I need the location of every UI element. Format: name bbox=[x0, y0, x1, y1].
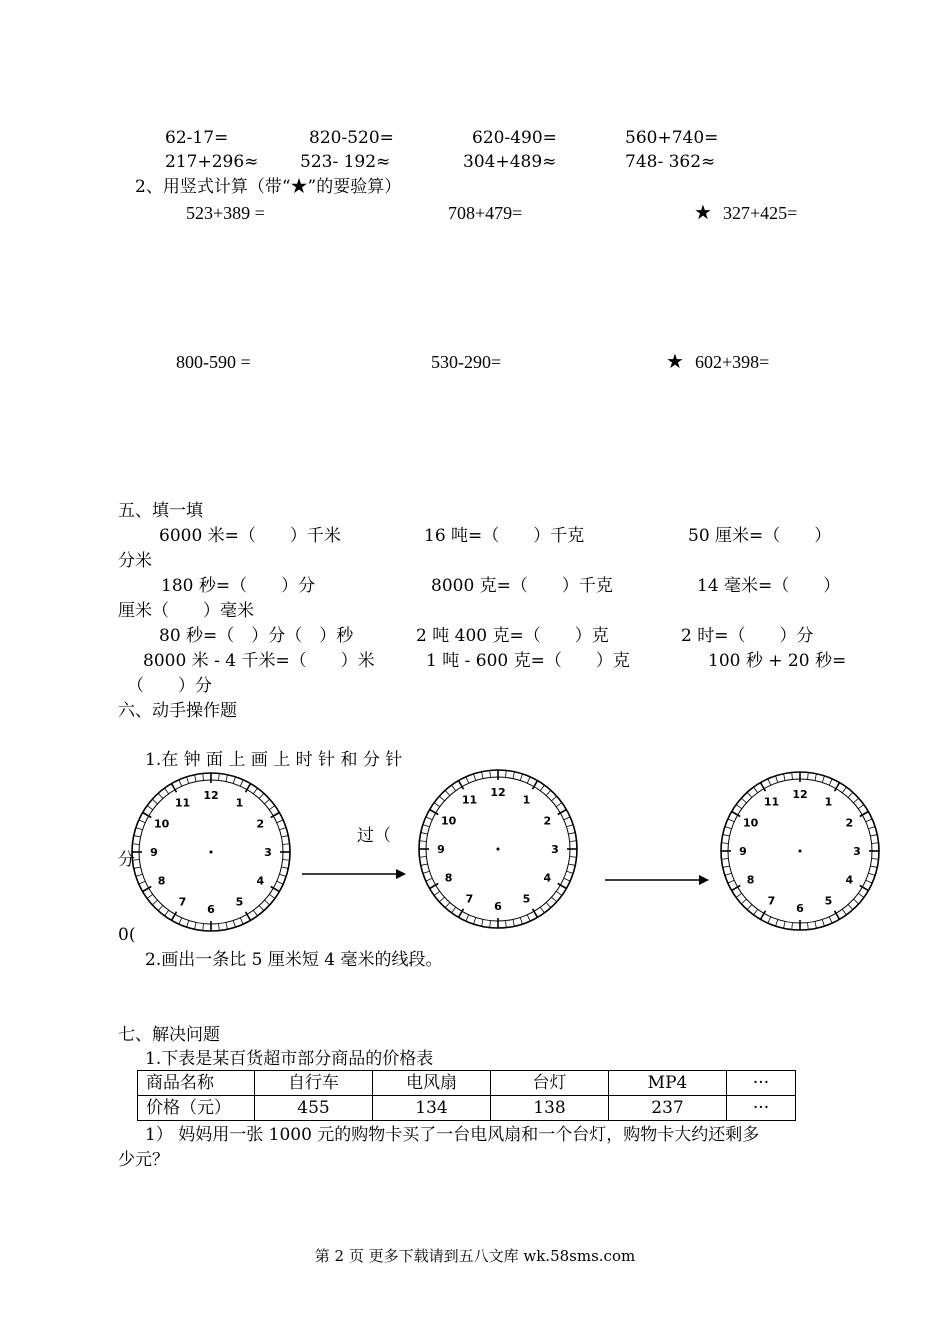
clock-tick bbox=[776, 919, 778, 926]
clock-number: 4 bbox=[845, 873, 854, 887]
clock-tick bbox=[165, 910, 169, 916]
clock-face-2[interactable] bbox=[419, 770, 577, 928]
clock-tick bbox=[281, 867, 288, 868]
clock-tick bbox=[279, 828, 286, 830]
clock-tick bbox=[747, 905, 752, 910]
star-icon: ★ bbox=[666, 349, 684, 373]
clock-tick bbox=[490, 770, 491, 777]
clock-tick bbox=[870, 866, 877, 867]
clock-tick bbox=[439, 897, 444, 902]
clock-number: 11 bbox=[174, 796, 191, 810]
clock-tick bbox=[808, 772, 809, 779]
clock-tick bbox=[568, 864, 575, 865]
clock-tick bbox=[741, 899, 746, 904]
clock-tick bbox=[870, 835, 877, 836]
fill-item: 80 秒=（ ）分（ ）秒 bbox=[159, 626, 354, 646]
clock-tick bbox=[848, 792, 853, 797]
clock-number: 10 bbox=[440, 814, 457, 828]
clock-tick bbox=[474, 774, 476, 781]
calc-problem: 800-590 = bbox=[176, 352, 251, 372]
clock-tick bbox=[784, 774, 785, 781]
calc-item: 304+489≈ bbox=[463, 152, 557, 172]
clock-tick bbox=[566, 871, 573, 873]
clock-tick bbox=[490, 921, 491, 928]
clock-tick bbox=[240, 918, 243, 924]
clock-number: 5 bbox=[522, 892, 531, 906]
clock-tick bbox=[445, 903, 450, 908]
clock-number: 7 bbox=[465, 892, 474, 906]
clock-tick bbox=[866, 819, 872, 822]
clock-number: 7 bbox=[178, 895, 187, 909]
clock-tick bbox=[474, 917, 476, 924]
clock-tick bbox=[179, 780, 182, 786]
clock-tick bbox=[564, 878, 570, 881]
clock-tick bbox=[546, 790, 551, 795]
clock-tick bbox=[721, 843, 728, 844]
clock-tick bbox=[139, 881, 145, 884]
section-heading: 2、用竖式计算（带“★”的要验算） bbox=[135, 177, 402, 197]
question-text: 1.下表是某百货超市部分商品的价格表 bbox=[145, 1049, 434, 1069]
clock-number: 11 bbox=[763, 795, 780, 809]
clock-tick bbox=[219, 773, 220, 780]
fill-item: 分米 bbox=[118, 551, 152, 571]
clock-tick bbox=[158, 906, 163, 911]
clock-tick bbox=[179, 918, 182, 924]
clock-tick bbox=[808, 923, 809, 930]
clock-tick bbox=[421, 864, 428, 865]
table-cell: 455 bbox=[255, 1096, 373, 1121]
calc-item: 523- 192≈ bbox=[300, 152, 391, 172]
clock-tick bbox=[203, 773, 204, 780]
clock-tick bbox=[195, 922, 196, 929]
clock-number: 4 bbox=[543, 871, 552, 885]
table-cell: 商品名称 bbox=[138, 1071, 255, 1096]
clock-tick bbox=[776, 776, 778, 783]
clock-tick bbox=[556, 803, 562, 807]
clock-tick bbox=[259, 793, 264, 798]
clock-number: 8 bbox=[746, 873, 755, 887]
clock-tick bbox=[187, 920, 189, 927]
fill-item: 厘米（ ）毫米 bbox=[118, 601, 254, 621]
clock-center-dot bbox=[497, 848, 500, 851]
clock-tick bbox=[482, 919, 483, 926]
table-cell: 价格（元） bbox=[138, 1096, 255, 1121]
fill-item: 2 时=（ ）分 bbox=[681, 626, 814, 646]
clock-number: 9 bbox=[739, 845, 747, 858]
clock-tick bbox=[736, 893, 742, 897]
calc-problem: 708+479= bbox=[448, 203, 523, 223]
clock-tick bbox=[434, 803, 440, 807]
fill-item: 14 毫米=（ ） bbox=[697, 576, 841, 596]
clock-tick bbox=[723, 866, 730, 867]
clock-tick bbox=[854, 899, 859, 904]
price-table bbox=[137, 1070, 796, 1121]
clock-tick bbox=[253, 910, 257, 916]
clock-number: 7 bbox=[767, 894, 776, 908]
clock-tick bbox=[829, 779, 832, 785]
clock-tick bbox=[265, 900, 270, 905]
clock-tick bbox=[754, 909, 758, 915]
fill-item: 16 吨=（ ）千克 bbox=[424, 526, 585, 546]
clock-number: 4 bbox=[256, 874, 265, 888]
clock-tick bbox=[226, 775, 227, 782]
clock-number: 1 bbox=[522, 793, 531, 807]
clock-number: 10 bbox=[153, 817, 170, 831]
clock-tick bbox=[868, 827, 875, 829]
clock-number: 9 bbox=[150, 846, 158, 859]
clock-number: 2 bbox=[543, 814, 552, 828]
clock-number: 3 bbox=[551, 843, 559, 856]
clock-tick bbox=[570, 841, 577, 842]
clock-number: 5 bbox=[235, 895, 244, 909]
clock-tick bbox=[265, 799, 270, 804]
arrow-icon bbox=[605, 872, 710, 888]
clock-tick bbox=[240, 780, 243, 786]
clock-tick bbox=[741, 798, 746, 803]
table-cell: ··· bbox=[727, 1071, 796, 1096]
clock-tick bbox=[858, 805, 864, 809]
section-title: 七、解决问题 bbox=[118, 1025, 220, 1045]
clock-number: 1 bbox=[824, 795, 833, 809]
clock-tick bbox=[815, 774, 816, 781]
clock-tick bbox=[283, 844, 290, 845]
clock-tick bbox=[421, 833, 428, 834]
clock-tick bbox=[723, 835, 730, 836]
clipped-text: 0( bbox=[118, 925, 136, 945]
clock-number: 2 bbox=[845, 816, 854, 830]
clock-tick bbox=[540, 785, 544, 791]
clock-tick bbox=[203, 924, 204, 931]
clock-tick bbox=[842, 787, 846, 793]
calc-item: 620-490= bbox=[472, 128, 557, 148]
clock-tick bbox=[423, 871, 430, 873]
clock-tick bbox=[452, 907, 456, 913]
clock-tick bbox=[747, 792, 752, 797]
clock-tick bbox=[792, 923, 793, 930]
clock-tick bbox=[132, 860, 139, 861]
table-cell: 134 bbox=[373, 1096, 491, 1121]
calc-problem: 602+398= bbox=[695, 352, 770, 372]
question-text: 过（ bbox=[357, 826, 391, 846]
clock-tick bbox=[165, 788, 169, 794]
clock-tick bbox=[419, 857, 426, 858]
clock-tick bbox=[466, 915, 469, 921]
clock-tick bbox=[815, 921, 816, 928]
clock-tick bbox=[527, 777, 530, 783]
clock-tick bbox=[866, 880, 872, 883]
star-icon: ★ bbox=[694, 200, 712, 224]
calc-item: 748- 362≈ bbox=[625, 152, 716, 172]
clock-tick bbox=[219, 924, 220, 931]
page-footer: 第 2 页 更多下载请到五八文库 wk.58sms.com bbox=[314, 1247, 636, 1265]
calc-problem: 327+425= bbox=[723, 203, 798, 223]
question-text: 1） 妈妈用一张 1000 元的购物卡买了一台电风扇和一个台灯，购物卡大约还剩多 bbox=[145, 1125, 760, 1145]
clock-tick bbox=[439, 796, 444, 801]
table-cell: 台灯 bbox=[491, 1071, 609, 1096]
clock-tick bbox=[152, 799, 157, 804]
clock-tick bbox=[822, 776, 824, 783]
clock-number: 1 bbox=[235, 796, 244, 810]
clock-tick bbox=[139, 820, 145, 823]
clock-number: 11 bbox=[461, 793, 478, 807]
clock-tick bbox=[152, 900, 157, 905]
clock-tick bbox=[253, 788, 257, 794]
clock-tick bbox=[854, 798, 859, 803]
clock-center-dot bbox=[210, 851, 213, 854]
question-text: 少元？ bbox=[118, 1150, 169, 1170]
clock-tick bbox=[445, 790, 450, 795]
clock-tick bbox=[269, 894, 275, 898]
clock-tick bbox=[466, 777, 469, 783]
table-cell: MP4 bbox=[609, 1071, 727, 1096]
clock-tick bbox=[269, 806, 275, 810]
fill-item: 50 厘米=（ ） bbox=[688, 526, 832, 546]
clock-tick bbox=[426, 817, 432, 820]
arrow-icon bbox=[302, 866, 407, 882]
clock-tick bbox=[754, 787, 758, 793]
fill-item: 1 吨 - 600 克=（ ）克 bbox=[426, 651, 630, 671]
table-row bbox=[138, 1096, 796, 1121]
clock-tick bbox=[426, 878, 432, 881]
clock-tick bbox=[136, 828, 143, 830]
clock-tick bbox=[147, 894, 153, 898]
clock-tick bbox=[527, 915, 530, 921]
question-text: 2.画出一条比 5 厘米短 4 毫米的线段。 bbox=[145, 950, 443, 970]
clock-tick bbox=[566, 825, 573, 827]
table-cell: 237 bbox=[609, 1096, 727, 1121]
clock-tick bbox=[872, 859, 879, 860]
clock-tick bbox=[822, 919, 824, 926]
calc-item: 217+296≈ bbox=[165, 152, 259, 172]
fill-item: 100 秒 + 20 秒= bbox=[708, 651, 847, 671]
clock-number: 6 bbox=[796, 902, 804, 915]
clock-number: 2 bbox=[256, 817, 265, 831]
clock-number: 10 bbox=[742, 816, 759, 830]
clock-tick bbox=[868, 873, 875, 875]
clock-face-1[interactable] bbox=[132, 773, 290, 931]
clock-number: 8 bbox=[444, 871, 453, 885]
clock-tick bbox=[158, 793, 163, 798]
clock-tick bbox=[520, 774, 522, 781]
clock-tick bbox=[134, 867, 141, 868]
table-cell: 电风扇 bbox=[373, 1071, 491, 1096]
table-cell: ··· bbox=[727, 1096, 796, 1121]
clock-tick bbox=[233, 920, 235, 927]
fill-item: 8000 米 - 4 千米=（ ）米 bbox=[143, 651, 375, 671]
clock-tick bbox=[513, 919, 514, 926]
clock-number: 12 bbox=[490, 786, 506, 799]
table-cell: 自行车 bbox=[255, 1071, 373, 1096]
clock-tick bbox=[279, 874, 286, 876]
clock-tick bbox=[134, 836, 141, 837]
clock-tick bbox=[226, 922, 227, 929]
clock-tick bbox=[768, 779, 771, 785]
clock-tick bbox=[552, 796, 557, 801]
clock-number: 12 bbox=[203, 789, 219, 802]
clock-tick bbox=[419, 841, 426, 842]
clock-number: 6 bbox=[207, 903, 215, 916]
clock-tick bbox=[546, 903, 551, 908]
clock-tick bbox=[736, 805, 742, 809]
clock-tick bbox=[872, 843, 879, 844]
calc-item: 560+740= bbox=[625, 128, 719, 148]
fill-item: 8000 克=（ ）千克 bbox=[431, 576, 613, 596]
clock-tick bbox=[564, 817, 570, 820]
clock-tick bbox=[570, 857, 577, 858]
fill-item: （ ）分 bbox=[127, 676, 212, 696]
clock-tick bbox=[233, 777, 235, 784]
clock-tick bbox=[540, 907, 544, 913]
question-text: 1.在 钟 面 上 画 上 时 针 和 分 针 bbox=[145, 750, 403, 770]
clock-number: 3 bbox=[853, 845, 861, 858]
section-title: 六、动手操作题 bbox=[118, 701, 237, 721]
clock-number: 5 bbox=[824, 894, 833, 908]
clock-tick bbox=[506, 770, 507, 777]
calc-problem: 530-290= bbox=[431, 352, 502, 372]
clock-tick bbox=[725, 873, 732, 875]
clock-tick bbox=[728, 880, 734, 883]
clock-tick bbox=[434, 891, 440, 895]
clock-tick bbox=[259, 906, 264, 911]
clock-face-3[interactable] bbox=[721, 772, 879, 930]
section-title: 五、填一填 bbox=[118, 501, 203, 521]
calc-item: 62-17= bbox=[165, 128, 229, 148]
clock-number: 9 bbox=[437, 843, 445, 856]
clock-tick bbox=[768, 917, 771, 923]
clock-tick bbox=[187, 777, 189, 784]
clock-tick bbox=[848, 905, 853, 910]
clock-tick bbox=[423, 825, 430, 827]
clock-tick bbox=[277, 881, 283, 884]
fill-item: 2 吨 400 克=（ ）克 bbox=[416, 626, 609, 646]
clock-tick bbox=[506, 921, 507, 928]
clock-tick bbox=[858, 893, 864, 897]
clock-tick bbox=[721, 859, 728, 860]
clock-center-dot bbox=[799, 850, 802, 853]
clock-tick bbox=[842, 909, 846, 915]
fill-item: 6000 米=（ ）千米 bbox=[159, 526, 341, 546]
fill-item: 180 秒=（ ）分 bbox=[161, 576, 316, 596]
table-row bbox=[138, 1071, 796, 1096]
clock-number: 3 bbox=[264, 846, 272, 859]
clock-tick bbox=[283, 860, 290, 861]
clock-tick bbox=[784, 921, 785, 928]
clock-tick bbox=[452, 785, 456, 791]
clock-tick bbox=[281, 836, 288, 837]
clock-tick bbox=[277, 820, 283, 823]
clock-tick bbox=[556, 891, 562, 895]
clock-tick bbox=[520, 917, 522, 924]
clock-number: 8 bbox=[157, 874, 166, 888]
clock-tick bbox=[792, 772, 793, 779]
calc-item: 820-520= bbox=[309, 128, 394, 148]
clock-tick bbox=[728, 819, 734, 822]
calc-problem: 523+389 = bbox=[186, 203, 265, 223]
clock-tick bbox=[136, 874, 143, 876]
clock-tick bbox=[132, 844, 139, 845]
clock-tick bbox=[829, 917, 832, 923]
clock-number: 6 bbox=[494, 900, 502, 913]
clock-tick bbox=[552, 897, 557, 902]
table-cell: 138 bbox=[491, 1096, 609, 1121]
clipped-text: 分 bbox=[118, 850, 135, 870]
clock-tick bbox=[482, 772, 483, 779]
clock-tick bbox=[568, 833, 575, 834]
clock-tick bbox=[513, 772, 514, 779]
clock-number: 12 bbox=[792, 788, 808, 801]
clock-tick bbox=[147, 806, 153, 810]
clock-tick bbox=[195, 775, 196, 782]
clock-tick bbox=[725, 827, 732, 829]
